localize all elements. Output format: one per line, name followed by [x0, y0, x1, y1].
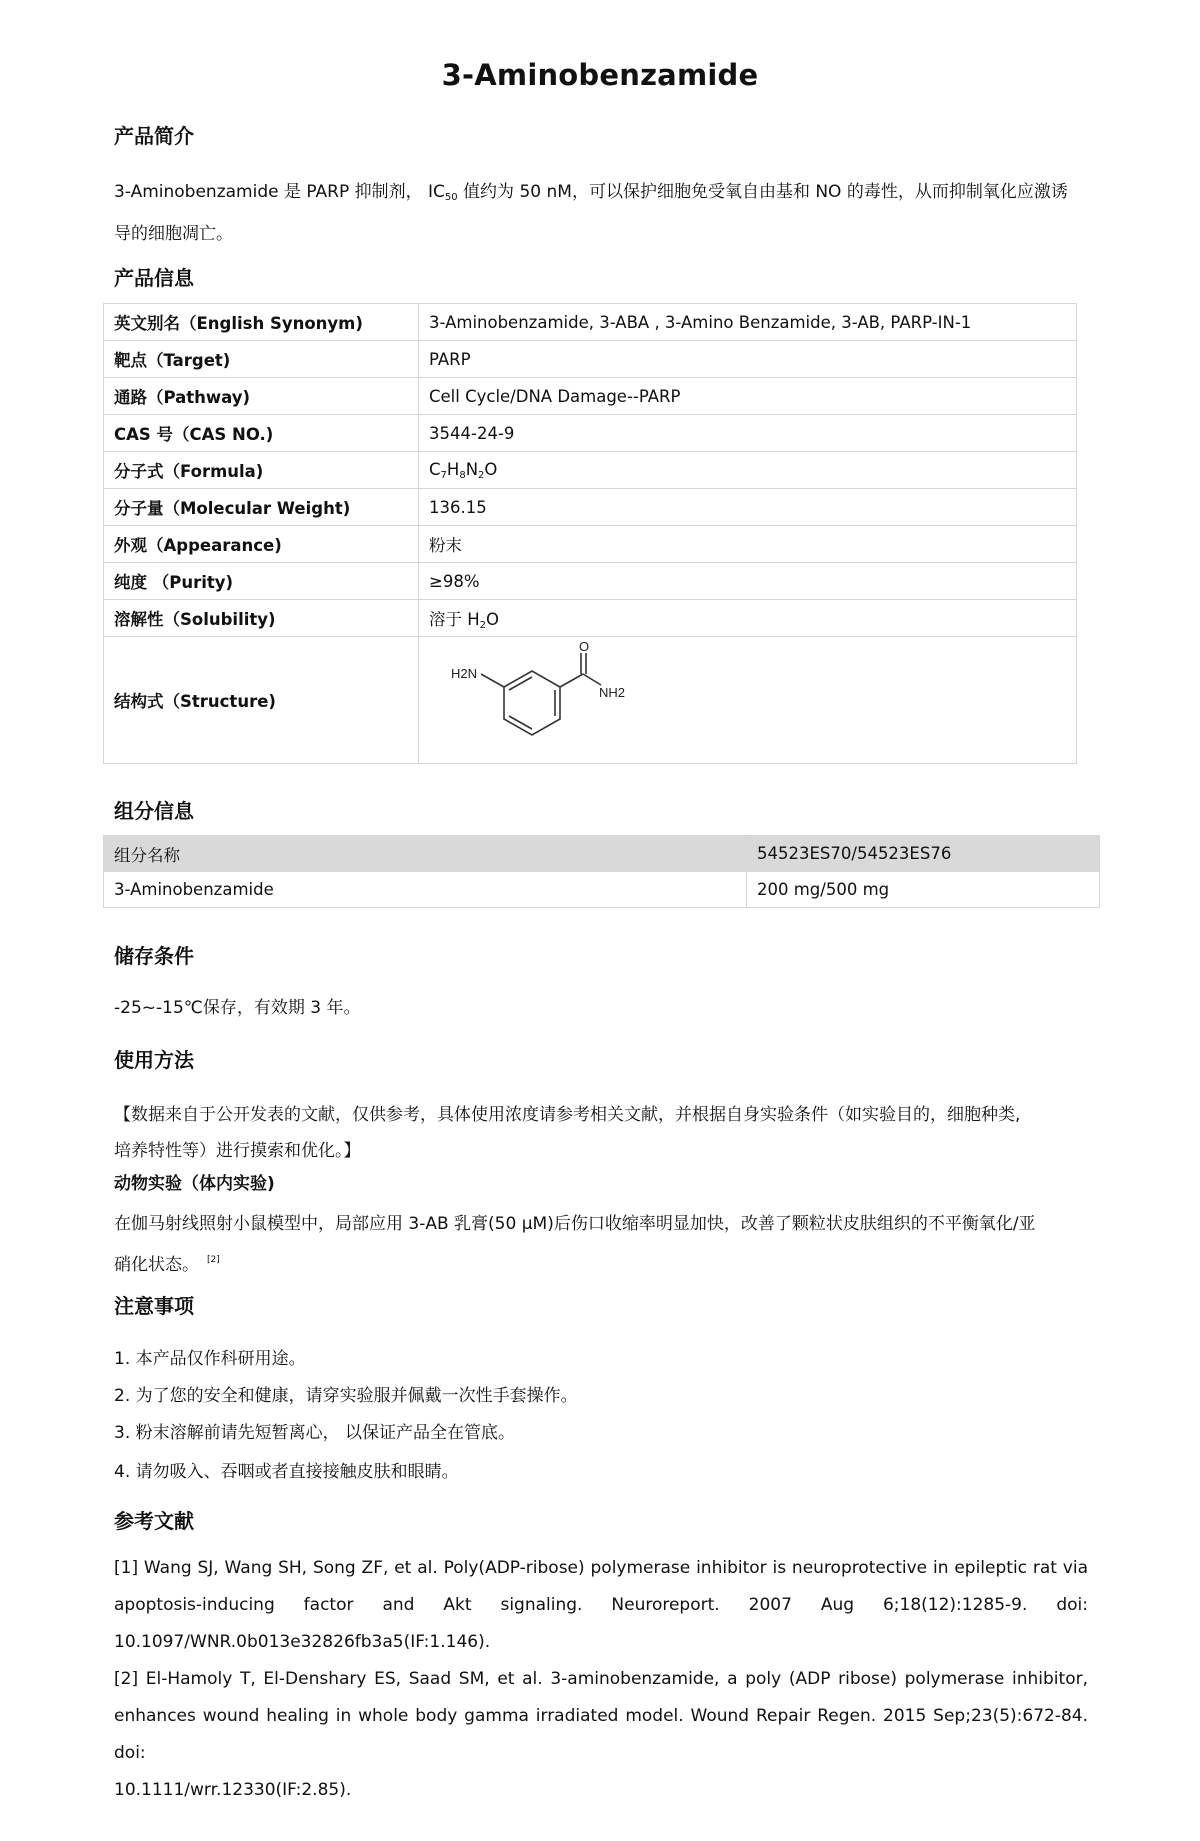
table-row — [104, 600, 1077, 637]
notes-heading: 注意事项 — [114, 1294, 194, 1318]
oxygen-label: O — [579, 641, 590, 654]
intro-text-c: 导的细胞凋亡。 — [114, 224, 233, 244]
reference-line: [2] El-Hamoly T, El-Denshary ES, Saad SM, et al. 3-aminobenzamide, a poly (ADP ribose) polymerase inhibitor, — [114, 1669, 1088, 1689]
formula-sub: 7 — [440, 469, 447, 481]
table-row — [104, 563, 1077, 600]
info-key: 通路（Pathway) — [104, 378, 419, 415]
formula-part: O — [484, 459, 498, 479]
info-value: Cell Cycle/DNA Damage--PARP — [419, 378, 1077, 415]
components-table — [103, 835, 1100, 908]
table-row — [104, 341, 1077, 378]
reference-1 — [114, 1550, 1088, 1661]
amide-bond — [560, 674, 583, 687]
benzene-ring — [504, 671, 560, 735]
info-value: 136.15 — [419, 489, 1077, 526]
reference-line: 10.1111/wrr.12330(IF:2.85). — [114, 1780, 352, 1800]
column-header: 54523ES70/54523ES76 — [747, 836, 1100, 872]
reference-line: [1] Wang SJ, Wang SH, Song ZF, et al. Poly(ADP-ribose) polymerase inhibitor is neuroprotective in epileptic rat via — [114, 1558, 1088, 1578]
info-value: ≥98% — [419, 563, 1077, 600]
table-row — [104, 378, 1077, 415]
table-row — [104, 452, 1077, 489]
animal-text-line: 硝化状态。 — [114, 1255, 199, 1275]
product-info-table — [103, 303, 1077, 764]
table-row — [104, 415, 1077, 452]
formula-part: C — [429, 459, 441, 479]
table-row — [104, 637, 1077, 764]
animal-text-line: 在伽马射线照射小鼠模型中，局部应用 3-AB 乳膏(50 μM)后伤口收缩率明显加快，改善了颗粒状皮肤组织的不平衡氧化/亚 — [114, 1214, 1036, 1234]
usage-note-line: 【数据来自于公开发表的文献，仅供参考，具体使用浓度请参考相关文献，并根据自身实验条件（如实验目的，细胞种类, — [114, 1105, 1021, 1125]
animal-heading: 动物实验（体内实验) — [114, 1174, 275, 1194]
notes-item: 3. 粉末溶解前请先短暂离心， 以保证产品全在管底。 — [114, 1423, 516, 1443]
reference-line: 10.1097/WNR.0b013e32826fb3a5(IF:1.146). — [114, 1632, 491, 1652]
intro-text-a: 3-Aminobenzamide 是 PARP 抑制剂， IC — [114, 182, 445, 202]
table-row — [104, 304, 1077, 341]
table-cell: 200 mg/500 mg — [747, 872, 1100, 908]
usage-note-line: 培养特性等）进行摸索和优化。】 — [114, 1141, 361, 1161]
intro-heading: 产品简介 — [114, 124, 194, 148]
structure-diagram — [429, 641, 629, 759]
formula-sub: 2 — [478, 469, 485, 481]
components-heading: 组分信息 — [114, 799, 194, 823]
storage-heading: 储存条件 — [114, 944, 194, 968]
animal-text — [114, 1206, 1089, 1283]
reference-line: apoptosis-inducing factor and Akt signaling. Neuroreport. 2007 Aug 6;18(12):1285-9. doi: — [114, 1595, 1088, 1615]
info-key: 外观（Appearance) — [104, 526, 419, 563]
ic-subscript: 50 — [444, 192, 458, 203]
citation-marker: [2] — [207, 1255, 220, 1265]
table-row — [104, 872, 1100, 908]
solubility-sub: 2 — [479, 619, 487, 631]
usage-note — [114, 1097, 1089, 1169]
table-row — [104, 526, 1077, 563]
reference-line: enhances wound healing in whole body gamma irradiated model. Wound Repair Regen. 2015 Sep;23(5):672-84. doi: — [114, 1706, 1088, 1763]
info-key: 溶解性（Solubility) — [104, 600, 419, 637]
solubility-part: 溶于 H — [429, 609, 480, 629]
notes-item: 4. 请勿吸入、吞咽或者直接接触皮肤和眼睛。 — [114, 1462, 459, 1482]
column-header: 组分名称 — [104, 836, 747, 872]
solubility-value — [419, 600, 1077, 637]
structure-cell — [419, 637, 1077, 764]
nh2-left-label: H2N — [451, 666, 478, 681]
info-value: 粉末 — [419, 526, 1077, 563]
formula-part: N — [465, 459, 479, 479]
intro-paragraph — [114, 174, 1089, 252]
info-value: PARP — [419, 341, 1077, 378]
formula-sub: 8 — [459, 469, 466, 481]
intro-text-b: 值约为 50 nM，可以保护细胞免受氧自由基和 NO 的毒性，从而抑制氧化应激诱 — [457, 182, 1068, 202]
usage-heading: 使用方法 — [114, 1048, 194, 1072]
storage-text: -25~-15℃保存，有效期 3 年。 — [114, 998, 361, 1018]
solubility-part: O — [486, 609, 500, 629]
info-value: 3544-24-9 — [419, 415, 1077, 452]
amine-bond — [481, 674, 504, 687]
nh2-right-label: NH2 — [599, 685, 626, 700]
notes-item: 2. 为了您的安全和健康，请穿实验服并佩戴一次性手套操作。 — [114, 1386, 578, 1406]
references-heading: 参考文献 — [114, 1509, 194, 1533]
formula-part: H — [446, 459, 460, 479]
info-heading: 产品信息 — [114, 266, 194, 290]
table-header-row — [104, 836, 1100, 872]
page-title: 3-Aminobenzamide — [441, 58, 759, 92]
info-key: CAS 号（CAS NO.) — [104, 415, 419, 452]
table-cell: 3-Aminobenzamide — [104, 872, 747, 908]
info-key: 结构式（Structure) — [104, 637, 419, 764]
reference-2 — [114, 1661, 1088, 1809]
formula-value — [419, 452, 1077, 489]
info-key: 靶点（Target) — [104, 341, 419, 378]
info-key: 纯度 （Purity) — [104, 563, 419, 600]
info-key: 英文别名（English Synonym) — [104, 304, 419, 341]
table-row — [104, 489, 1077, 526]
notes-item: 1. 本产品仅作科研用途。 — [114, 1349, 306, 1369]
info-value: 3-Aminobenzamide, 3-ABA , 3-Amino Benzamide, 3-AB, PARP-IN-1 — [419, 304, 1077, 341]
info-key: 分子量（Molecular Weight) — [104, 489, 419, 526]
info-key: 分子式（Formula) — [104, 452, 419, 489]
